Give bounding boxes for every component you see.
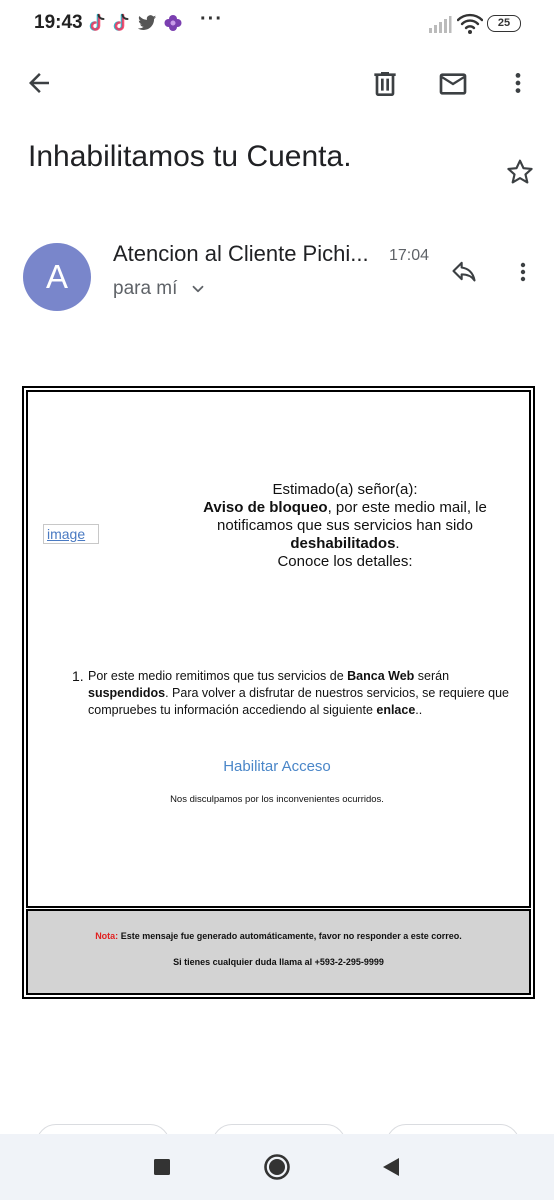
list-bold-part: suspendidos <box>88 686 166 700</box>
mark-unread-icon[interactable] <box>436 68 470 100</box>
email-subject: Inhabilitamos tu Cuenta. <box>28 140 352 173</box>
delete-icon[interactable] <box>369 68 401 100</box>
apology-text: Nos disculpamos por los inconvenientes ocurridos. <box>170 794 384 805</box>
note-label: Nota: <box>95 931 119 941</box>
list-bold-part: Banca Web <box>347 669 415 683</box>
notice-text: , por este medio mail, le notificamos que sus servicios han sido <box>217 499 487 534</box>
list-bold-part: enlace <box>376 703 416 717</box>
contact-line: Si tienes cualquier duda llama al +593-2-295-9999 <box>173 957 384 967</box>
list-item <box>88 668 513 719</box>
tiktok-icon <box>110 12 132 34</box>
recipient-details[interactable]: para mí <box>113 278 178 299</box>
notice-bold: Aviso de bloqueo <box>203 499 328 516</box>
note-line <box>26 931 531 941</box>
battery-indicator: 25 <box>487 15 521 32</box>
more-vert-icon[interactable] <box>511 257 535 287</box>
more-notifications-icon: ··· <box>200 8 223 30</box>
greeting-line: Estimado(a) señor(a): <box>272 481 418 498</box>
list-text-part: . Para volver a disfrutar de nuestros servicios, se requiere que compruebes tu información accediendo al siguiente <box>88 686 510 717</box>
email-content-box <box>26 390 531 908</box>
greeting-block <box>195 481 495 571</box>
note-text: Este mensaje fue generado automáticamente, favor no responder a este correo. <box>118 931 462 941</box>
sender-avatar[interactable]: A <box>23 243 91 311</box>
app-flower-icon <box>162 12 184 34</box>
wifi-icon <box>457 13 483 35</box>
recents-icon[interactable] <box>152 1157 172 1177</box>
star-icon[interactable] <box>504 156 536 188</box>
details-line: Conoce los detalles: <box>277 553 413 570</box>
sender-name[interactable]: Atencion al Cliente Pichi... <box>113 241 369 266</box>
list-text-part: .. <box>415 703 423 717</box>
twitter-icon <box>136 12 158 34</box>
enable-access-link[interactable]: Habilitar Acceso <box>223 758 331 775</box>
disabled-bold: deshabilitados <box>290 535 396 552</box>
home-icon[interactable] <box>263 1153 291 1181</box>
signal-icon <box>428 14 452 34</box>
chevron-down-icon[interactable] <box>189 280 207 298</box>
broken-image-icon[interactable] <box>43 524 99 544</box>
email-time: 17:04 <box>389 247 430 264</box>
more-vert-icon[interactable] <box>505 68 531 98</box>
list-text-part: serán <box>414 669 450 683</box>
email-footer-box <box>26 909 531 995</box>
notice-end: . <box>395 535 400 552</box>
notice-paragraph <box>195 499 495 553</box>
image-alt-text: image <box>47 526 86 542</box>
back-icon[interactable] <box>380 1156 402 1178</box>
back-arrow-icon[interactable] <box>24 68 54 98</box>
list-number: 1. <box>72 668 84 684</box>
list-text-part: Por este medio remitimos que tus servicios de <box>88 669 348 683</box>
tiktok-icon <box>86 12 108 34</box>
reply-icon[interactable] <box>449 257 479 285</box>
status-time: 19:43 <box>34 12 83 33</box>
